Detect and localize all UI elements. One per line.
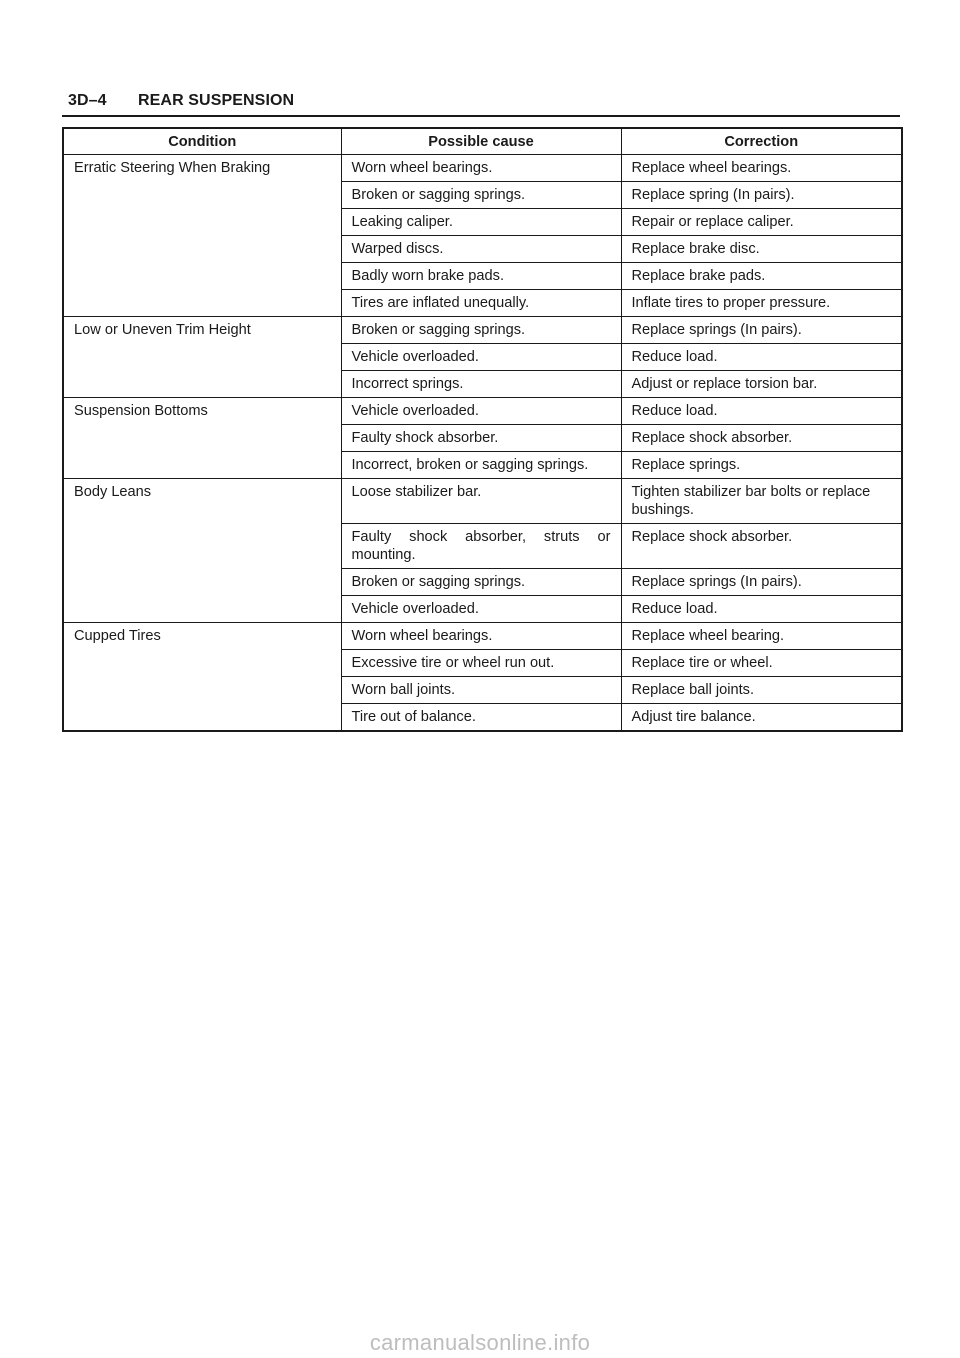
- cause-cell: Tires are inflated unequally.: [341, 290, 621, 317]
- correction-cell: Replace brake disc.: [621, 236, 902, 263]
- correction-cell: Replace shock absorber.: [621, 524, 902, 569]
- cause-cell: Badly worn brake pads.: [341, 263, 621, 290]
- cause-cell: Warped discs.: [341, 236, 621, 263]
- cause-cell: Excessive tire or wheel run out.: [341, 650, 621, 677]
- correction-cell: Replace wheel bearing.: [621, 623, 902, 650]
- correction-cell: Replace tire or wheel.: [621, 650, 902, 677]
- table-row: [63, 623, 902, 650]
- condition-cell: Cupped Tires: [63, 623, 341, 732]
- header-divider: [62, 115, 900, 117]
- correction-cell: Reduce load.: [621, 344, 902, 371]
- column-header-possible-cause: Possible cause: [341, 128, 621, 155]
- correction-cell: Replace ball joints.: [621, 677, 902, 704]
- correction-cell: Repair or replace caliper.: [621, 209, 902, 236]
- correction-cell: Inflate tires to proper pressure.: [621, 290, 902, 317]
- section-title: REAR SUSPENSION: [138, 92, 295, 109]
- cause-cell: Loose stabilizer bar.: [341, 479, 621, 524]
- cause-cell: Tire out of balance.: [341, 704, 621, 732]
- cause-cell: Vehicle overloaded.: [341, 596, 621, 623]
- table-row: [63, 155, 902, 182]
- condition-cell: Body Leans: [63, 479, 341, 623]
- correction-cell: Reduce load.: [621, 596, 902, 623]
- cause-cell: Vehicle overloaded.: [341, 344, 621, 371]
- cause-cell: Broken or sagging springs.: [341, 317, 621, 344]
- section-number: 3D–4: [68, 92, 107, 109]
- table-row: [63, 317, 902, 344]
- cause-cell: Worn wheel bearings.: [341, 623, 621, 650]
- cause-cell: Broken or sagging springs.: [341, 182, 621, 209]
- cause-cell: Incorrect, broken or sagging springs.: [341, 452, 621, 479]
- correction-cell: Replace shock absorber.: [621, 425, 902, 452]
- cause-cell: Incorrect springs.: [341, 371, 621, 398]
- correction-cell: Replace brake pads.: [621, 263, 902, 290]
- correction-cell: Replace springs.: [621, 452, 902, 479]
- condition-cell: Suspension Bottoms: [63, 398, 341, 479]
- cause-cell: Leaking caliper.: [341, 209, 621, 236]
- table-row: [63, 398, 902, 425]
- cause-cell: Vehicle overloaded.: [341, 398, 621, 425]
- column-header-condition: Condition: [63, 128, 341, 155]
- table-header-row: [63, 128, 902, 155]
- cause-cell: Faulty shock absorber.: [341, 425, 621, 452]
- watermark: carmanualsonline.info: [369, 1330, 591, 1355]
- cause-cell: Worn wheel bearings.: [341, 155, 621, 182]
- correction-cell: Adjust tire balance.: [621, 704, 902, 732]
- correction-cell: Replace springs (In pairs).: [621, 569, 902, 596]
- cause-cell: Worn ball joints.: [341, 677, 621, 704]
- correction-cell: Replace wheel bearings.: [621, 155, 902, 182]
- condition-cell: Low or Uneven Trim Height: [63, 317, 341, 398]
- correction-cell: Replace springs (In pairs).: [621, 317, 902, 344]
- correction-cell: Replace spring (In pairs).: [621, 182, 902, 209]
- condition-cell: Erratic Steering When Braking: [63, 155, 341, 317]
- correction-cell: Tighten stabilizer bar bolts or replace bushings.: [621, 479, 902, 524]
- cause-cell: Faulty shock absorber, struts or mounting.: [341, 524, 621, 569]
- diagnosis-table: [62, 127, 903, 732]
- page-header: [68, 90, 900, 114]
- table-row: [63, 479, 902, 524]
- column-header-correction: Correction: [621, 128, 902, 155]
- cause-cell: Broken or sagging springs.: [341, 569, 621, 596]
- correction-cell: Adjust or replace torsion bar.: [621, 371, 902, 398]
- correction-cell: Reduce load.: [621, 398, 902, 425]
